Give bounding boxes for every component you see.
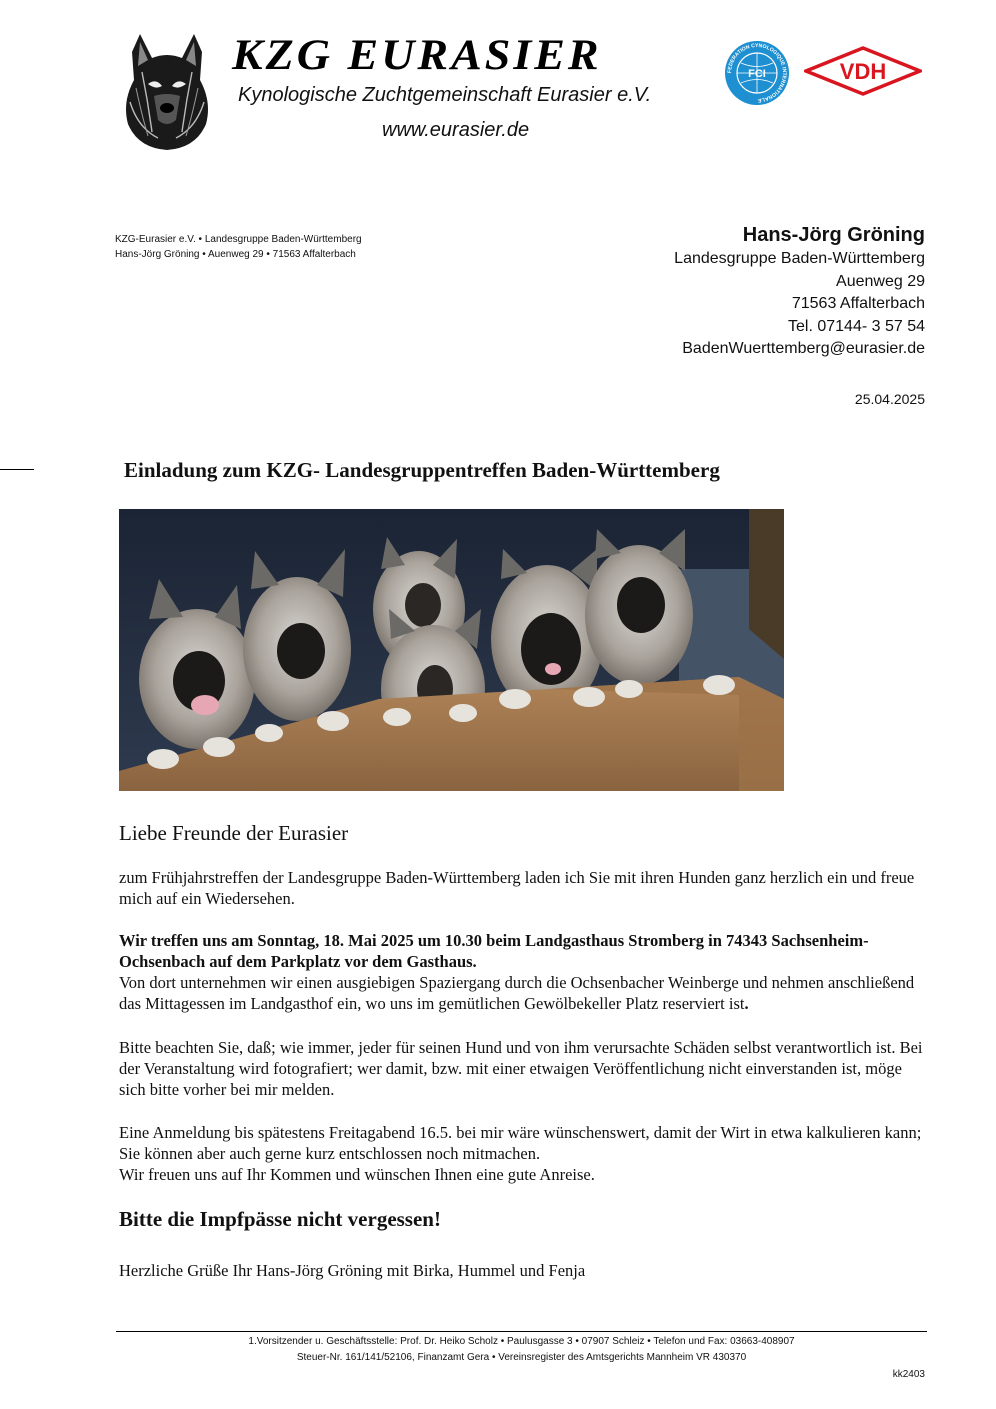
contact-name: Hans-Jörg Gröning bbox=[742, 224, 925, 246]
paragraph-meeting bbox=[119, 930, 929, 1014]
footer-divider bbox=[116, 1331, 927, 1332]
paragraph-intro: zum Frühjahrstreffen der Landesgruppe Baden-Württemberg laden ich Sie mit ihren Hunden ganz herzlich ein und freue mich auf ein Wiedersehen. bbox=[119, 868, 915, 908]
meeting-end-mark: . bbox=[744, 994, 749, 1013]
paragraph-registration bbox=[119, 1122, 929, 1185]
contact-city: 71563 Affalterbach bbox=[791, 295, 925, 312]
vdh-logo bbox=[804, 46, 922, 96]
document-code: kk2403 bbox=[892, 1369, 925, 1380]
letter-date: 25.04.2025 bbox=[854, 391, 925, 407]
fold-mark bbox=[0, 469, 34, 470]
fci-ring-text: FEDERATION CYNOLOGIQUE INTERNATIONALE bbox=[726, 42, 788, 104]
paragraph-notice: Bitte beachten Sie, daß; wie immer, jeder für seinen Hund und von ihm verursachte Schäden selbst verantwortlich ist. Bei der Veranstaltung wird fotografiert; wer damit, bzw. mit einer etwaigen Veröffentlichung nicht einverstanden ist, möge sich bitte vorher bei mir melden. bbox=[119, 1038, 923, 1099]
contact-street: Auenweg 29 bbox=[836, 272, 925, 290]
registration-text: Eine Anmeldung bis spätestens Freitagabend 16.5. bei mir wäre wünschenswert, damit der Wirt in etwa kalkulieren kann; Sie können aber auch gerne kurz entschlossen noch mitmachen. bbox=[119, 1123, 922, 1163]
puppy-photo bbox=[119, 509, 784, 791]
brand-subtitle: Kynologische Zuchtgemeinschaft Eurasier e.V. bbox=[238, 84, 652, 106]
sender-line-2: Hans-Jörg Gröning • Auenweg 29 • 71563 Affalterbach bbox=[115, 249, 356, 260]
salutation: Liebe Freunde der Eurasier bbox=[119, 821, 349, 845]
vdh-logo-label: VDH bbox=[839, 59, 887, 84]
eurasier-dog-logo bbox=[118, 32, 216, 150]
contact-group: Landesgruppe Baden-Württemberg bbox=[674, 250, 925, 267]
footer-line-1: 1.Vorsitzender u. Geschäftsstelle: Prof. Dr. Heiko Scholz • Paulusgasse 3 • 07907 Schleiz • Telefon und Fax: 03663-408907 bbox=[248, 1336, 795, 1347]
contact-block bbox=[674, 222, 925, 361]
fci-logo bbox=[724, 40, 790, 106]
contact-phone: Tel. 07144- 3 57 54 bbox=[788, 317, 925, 335]
contact-email[interactable]: BadenWuerttemberg@eurasier.de bbox=[682, 340, 925, 357]
meeting-details: Wir treffen uns am Sonntag, 18. Mai 2025 um 10.30 beim Landgasthaus Stromberg in 74343 Sachsenheim-Ochsenbach auf dem Parkplatz vor dem Gasthaus. bbox=[119, 931, 869, 971]
footer-line-2: Steuer-Nr. 161/141/52106, Finanzamt Gera • Vereinsregister des Amtsgerichts Mannheim VR 430370 bbox=[296, 1352, 747, 1363]
brand-website[interactable]: www.eurasier.de bbox=[382, 119, 530, 141]
brand-title: KZG EURASIER bbox=[232, 30, 602, 79]
closing-signature: Herzliche Grüße Ihr Hans-Jörg Gröning mit Birka, Hummel und Fenja bbox=[119, 1261, 586, 1280]
vaccination-reminder: Bitte die Impfpässe nicht vergessen! bbox=[119, 1207, 441, 1231]
fci-logo-label: FCI bbox=[748, 68, 766, 80]
sender-line-1: KZG-Eurasier e.V. • Landesgruppe Baden-Württemberg bbox=[115, 234, 362, 245]
welcome-text: Wir freuen uns auf Ihr Kommen und wünschen Ihnen eine gute Anreise. bbox=[119, 1165, 595, 1184]
meeting-plan: Von dort unternehmen wir einen ausgiebigen Spaziergang durch die Ochsenbacher Weinberge und nehmen anschließend das Mittagessen im Landgasthof ein, wo uns im gemütlichen Gewölbekeller Platz reserviert ist bbox=[119, 973, 915, 1013]
document-title: Einladung zum KZG- Landesgruppentreffen Baden-Württemberg bbox=[124, 458, 720, 482]
